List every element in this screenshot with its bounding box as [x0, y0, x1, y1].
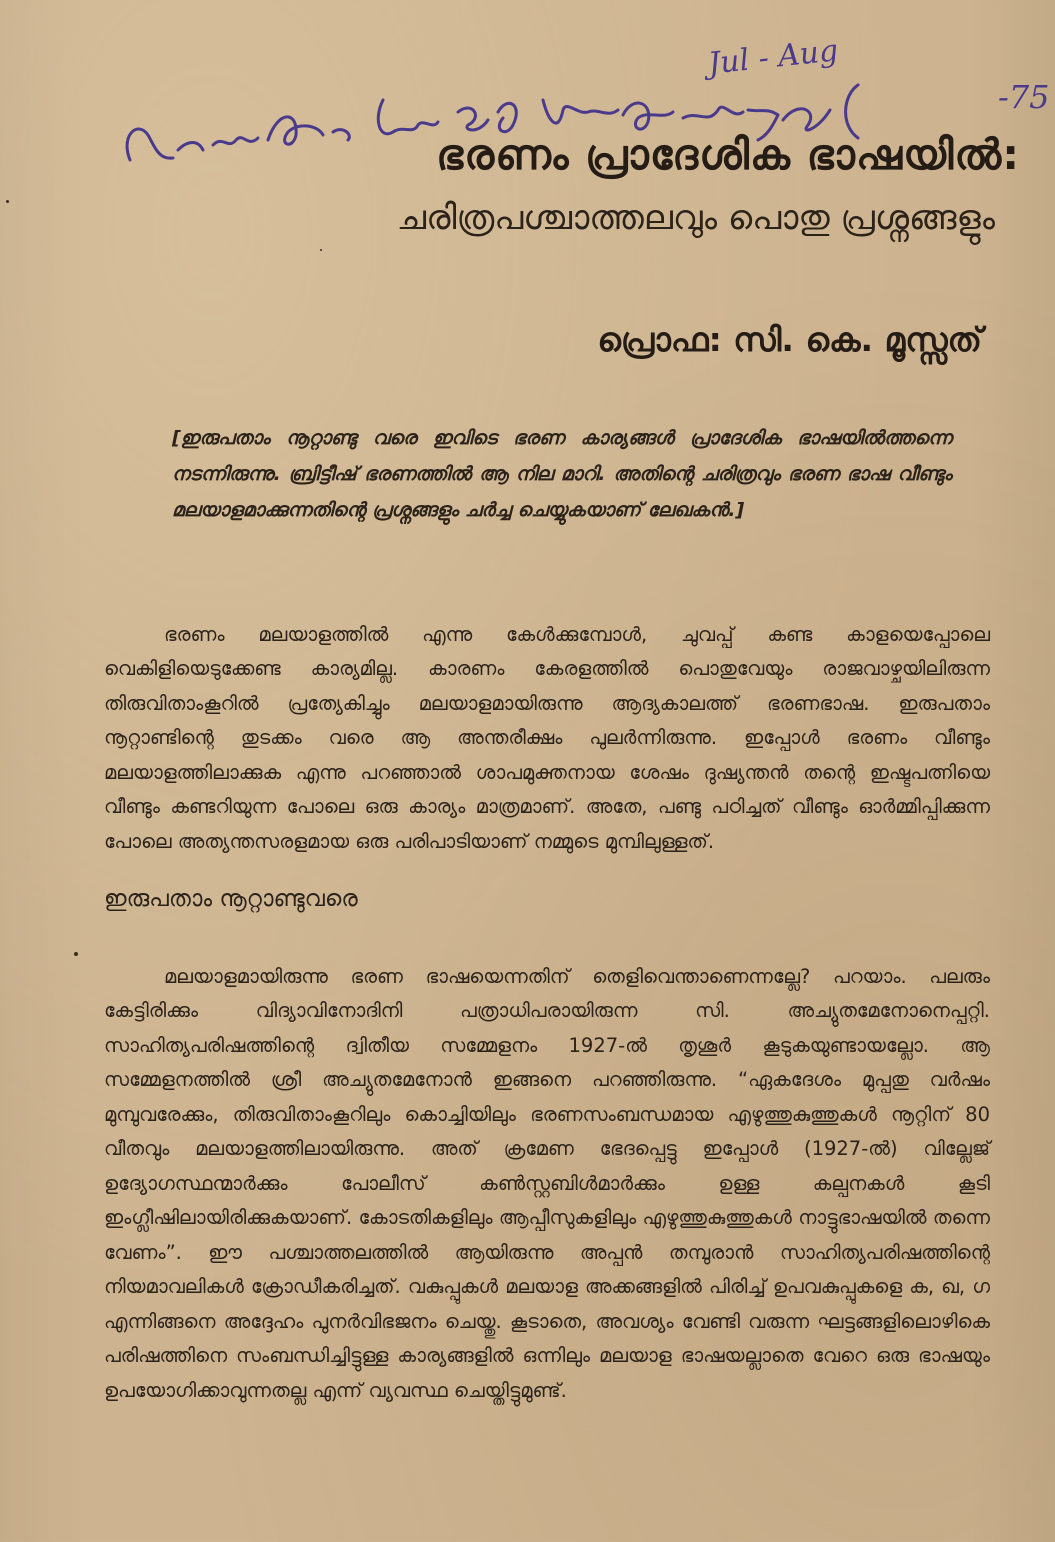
paper-speck: [74, 952, 78, 956]
paper-speck: [6, 200, 9, 203]
handwritten-date: Jul - Aug: [706, 33, 840, 82]
body-paragraph: ഭരണം മലയാളത്തിൽ എന്നു കേൾക്കുമ്പോൾ, ചുവപ്പ് കണ്ട കാളയെപ്പോലെ വെകിളിയെടുക്കേണ്ട കാര്യമില്ല. കാരണം കേരളത്തിൽ പൊതുവേയും രാജവാഴ്ചയിലിരുന്ന തിരുവിതാംകൂറിൽ പ്രത്യേകിച്ചും മലയാളമായിരുന്നു ആദ്യകാലത്ത് ഭരണഭാഷ. ഇരുപതാം നൂറ്റാണ്ടിന്റെ തുടക്കം വരെ ആ അന്തരീക്ഷം പുലർന്നിരുന്നു. ഇപ്പോൾ ഭരണം വീണ്ടും മലയാളത്തിലാക്കുക എന്നു പറഞ്ഞാൽ ശാപമുക്തനായ ശേഷം ദുഷ്യന്തൻ തന്റെ ഇഷ്ടപത്നിയെ വീണ്ടും കണ്ടറിയുന്ന പോലെ ഒരു കാര്യം മാത്രമാണ്. അതേ, പണ്ടു പഠിച്ചത് വീണ്ടും ഓർമ്മിപ്പിക്കുന്ന പോലെ അത്യന്തസരളമായ ഒരു പരിപാടിയാണ് നമ്മുടെ മുമ്പിലുള്ളത്.: [104, 622, 990, 853]
author-byline: പ്രൊഫ: സി. കെ. മൂസ്സത്: [597, 320, 982, 359]
paper-speck: [320, 249, 322, 251]
body-paragraph: മലയാളമായിരുന്നു ഭരണ ഭാഷയെന്നതിന് തെളിവെന്താണെന്നല്ലേ? പറയാം. പലരും കേട്ടിരിക്കും വിദ്യാവിനോദിനി പത്രാധിപരായിരുന്ന സി. അച്യുതമേനോനെപ്പറ്റി. സാഹിത്യപരിഷത്തിന്റെ ദ്വിതീയ സമ്മേളനം 1927-ൽ തൃശൂർ കൂടുകയുണ്ടായല്ലോ. ആ സമ്മേളനത്തിൽ ശ്രീ അച്യുതമേനോൻ ഇങ്ങനെ പറഞ്ഞിരുന്നു. “ഏകദേശം മുപ്പതു വർഷം മുമ്പുവരേക്കും, തിരുവിതാംകൂറിലും കൊച്ചിയിലും ഭരണസംബന്ധമായ എഴുത്തുകുത്തുകൾ നൂറ്റിന് 80 വീതവും മലയാളത്തിലായിരുന്നു. അത് ക്രമേണ ഭേദപ്പെട്ടു ഇപ്പോൾ (1927-ൽ) വില്ലേജ് ഉദ്യോഗസ്ഥന്മാർക്കും പോലീസ് കൺസ്റ്റബിൾമാർക്കും ഉള്ള കല്പനകൾ കൂടി ഇംഗ്ലീഷിലായിരിക്കുകയാണ്. കോടതികളിലും ആപ്പീസുകളിലും എഴുത്തുകുത്തുകൾ നാട്ടുഭാഷയിൽ തന്നെ വേണം”. ഈ പശ്ചാത്തലത്തിൽ ആയിരുന്നു അപ്പൻ തമ്പുരാൻ സാഹിത്യപരിഷത്തിന്റെ നിയമാവലികൾ ക്രോഡീകരിച്ചത്. വകുപ്പുകൾ മലയാള അക്കങ്ങളിൽ പിരിച്ച് ഉപവകുപ്പുകളെ ക, ഖ, ഗ എന്നിങ്ങനെ അദ്ദേഹം പുനർവിഭജനം ചെയ്തു. കൂടാതെ, അവശ്യം വേണ്ടി വരുന്ന ഘട്ടങ്ങളിലൊഴികെ പരിഷത്തിനെ സംബന്ധിച്ചിട്ടുള്ള കാര്യങ്ങളിൽ ഒന്നിലും മലയാള ഭാഷയല്ലാതെ വേറെ ഒരു ഭാഷയും ഉപയോഗിക്കാവുന്നതല്ല എന്ന് വ്യവസ്ഥ ചെയ്തിട്ടുമുണ്ട്.: [104, 964, 990, 1402]
section-heading: ഇരുപതാം നൂറ്റാണ്ടുവരെ: [104, 886, 358, 912]
article-abstract: [ഇരുപതാം നൂറ്റാണ്ടു വരെ ഇവിടെ ഭരണ കാര്യങ്ങൾ പ്രാദേശിക ഭാഷയിൽത്തന്നെ നടന്നിരുന്നു. ബ്രിട്ടീഷ് ഭരണത്തിൽ ആ നില മാറി. അതിന്റെ ചരിത്രവും ഭരണ ഭാഷ വീണ്ടും മലയാളമാക്കുന്നതിന്റെ പ്രശ്നങ്ങളും ചർച്ച ചെയ്യുകയാണ് ലേഖകൻ.]: [172, 427, 952, 521]
article-title: ഭരണം പ്രാദേശിക ഭാഷയിൽ:: [436, 130, 1020, 179]
handwritten-year: -75: [998, 78, 1050, 116]
article-subtitle: ചരിത്രപശ്ചാത്തലവും പൊതു പ്രശ്നങ്ങളും: [396, 198, 995, 238]
